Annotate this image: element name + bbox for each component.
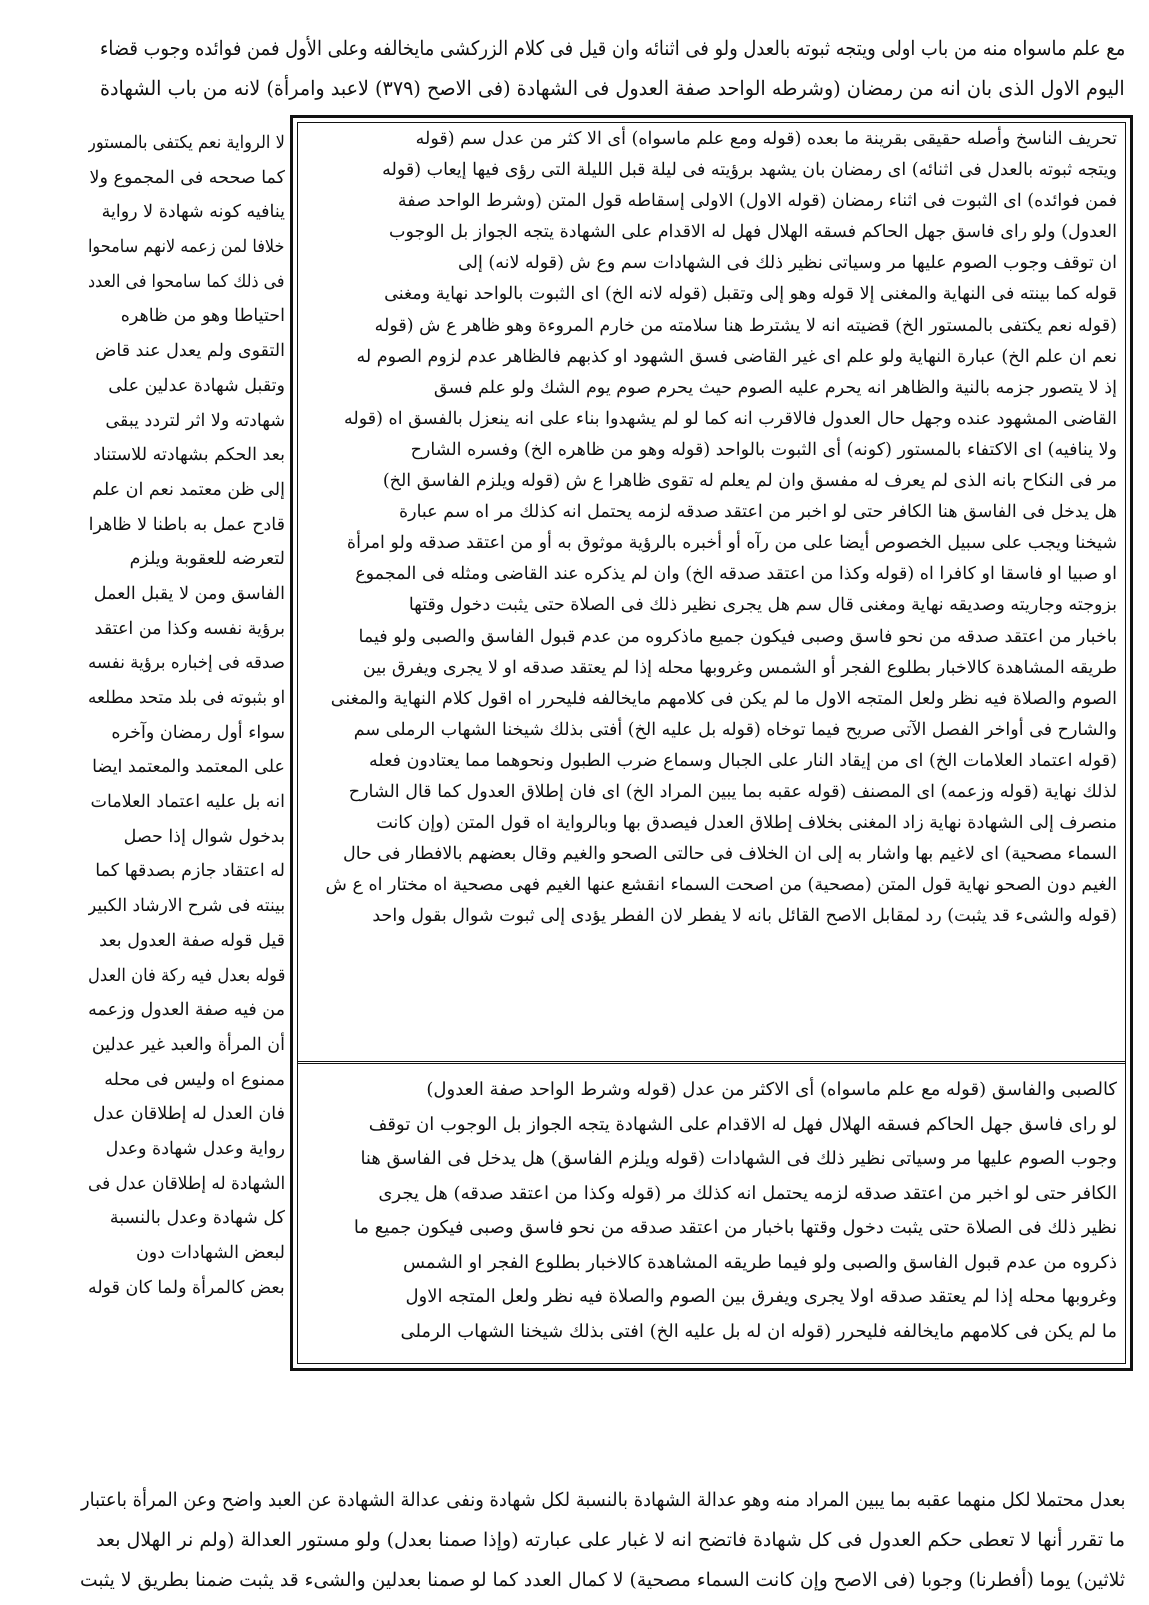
side-line: فان العدل له إطلاقان عدل [92,1104,285,1125]
side-line: قادح عمل به باطنا لا ظاهرا [88,514,285,535]
upper-line: طريقه المشاهدة كالاخبار بطلوع الفجر أو الشمس وغروبها محله إذا لم يعتقد صدقه او لا يجرى ويفرق بين [362,657,1117,678]
header-line: اليوم الاول الذى بان انه من رمضان (وشرطه الواحد صفة العدول فى الشهادة (فى الاصح (٣٧٩) لاعبد وامرأة) لانه من باب الشهادة [100,76,1125,100]
upper-line: منصرف إلى الشهادة نهاية زاد المغنى بخلاف إطلاق العدل فيصدق بها وبالرواية اه قول المتن (وإن كانت [376,813,1117,834]
header-text [100,28,1125,108]
upper-line: هل يدخل فى الفاسق هنا الكافر حتى لو اخبر من اعتقد صدقه لزمه يحتمل انه كذلك مر اه سم عبارة [398,502,1117,523]
upper-line: والشارح فى أواخر الفصل الآتى صريح فيما توخاه (قوله بل عليه الخ) أفتى بذلك شيخنا الشهاب الرملى سم [353,719,1117,740]
side-line: على المعتمد والمعتمد ايضا [92,757,285,778]
side-line: سواء أول رمضان وآخره [111,722,285,743]
upper-line: قوله كما بينته فى النهاية والمغنى إلا قوله وهو إلى وتقبل (قوله لانه الخ) اى الثبوت بالواحد نهاية ومغنى [384,284,1117,305]
side-line: صدقه فى إخباره برؤية نفسه [88,653,285,674]
header-line: مع علم ماسواه منه من باب اولى ويتجه ثبوته بالعدل ولو فى اثنائه وان قيل فى كلام الزركشى مايخالفه وعلى الأول فمن فوائده وجوب قضاء [100,36,1125,60]
side-line: لتعرضه للعقوبة ويلزم [129,549,285,570]
lower-line: نظير ذلك فى الصلاة حتى يثبت دخول وقتها باخبار من اعتقد صدقه من نحو فاسق وصبى فيكون جميع ما [353,1217,1117,1238]
side-line: لا الرواية نعم يكتفى بالمستور [88,133,285,153]
side-main-text [88,126,285,1305]
upper-line: مر فى النكاح بانه الذى لم يعرف له مفسق وان لم يعلم له تقوى ظاهرا ع ش (قوله ويلزم الفاسق الخ) [382,471,1117,492]
side-line: التقوى ولم يعدل عند قاض [95,341,285,362]
upper-line: تحريف الناسخ وأصله حقيقى بقرينة ما بعده (قوله ومع علم ماسواه) أى الا كثر من عدل سم (قوله [415,129,1117,149]
upper-line: ولا ينافيه) اى الاكتفاء بالمستور (كونه) أى الثبوت بالواحد (قوله وهو من ظاهره الخ) وفسره الشارح [410,439,1117,460]
side-line: فى ذلك كما سامحوا فى العدد [88,271,285,292]
lower-line: وجوب الصوم عليها مر وسياتى نظير ذلك فى الشهادات (قوله ويلزم الفاسق) هل يدخل فى الفاسق هنا [360,1148,1117,1169]
side-line: أن المرأة والعبد غير عدلين [91,1034,285,1055]
side-line: كما صححه فى المجموع ولا [89,167,285,188]
side-line: من فيه صفة العدول وزعمه [88,1000,285,1021]
side-line: ينافيه كونه شهادة لا رواية [101,202,285,223]
upper-line: بزوجته وجاريته وصديقه نهاية ومغنى قال سم هل يجرى نظير ذلك فى الصلاة حتى يثبت دخول وقتها [408,595,1117,616]
lower-line: لو راى فاسق جهل الحاكم فسقه الهلال فهل له الاقدام على الشهادة يتجه الجواز بل الوجوب ان توقف [368,1113,1117,1135]
side-line: بعد الحكم بشهادته للاستناد [92,445,285,466]
upper-line: السماء مصحية) اى لاغيم بها واشار به إلى ان الخلاف فى حالتى الصحو والغيم وقال بعضهم بالافطار فى حال [342,844,1117,865]
side-line: بعض كالمرأة ولما كان قوله [88,1277,285,1298]
upper-line: (قوله اعتماد العلامات الخ) اى من إيقاد النار على الجبال وسماع ضرب الطبول ونحوهما مما يعتادون فعله [369,750,1117,771]
side-line: انه بل عليه اعتماد العلامات [90,792,285,813]
side-line: إلى ظن معتمد نعم ان علم [92,479,285,500]
side-line: شهادته ولا اثر لتردد يبقى [105,410,285,431]
side-line: ممنوع اه وليس فى محله [104,1069,285,1090]
side-line: قوله بعدل فيه ركة فان العدل [88,965,285,986]
side-line: قيل قوله صفة العدول بعد [99,930,285,951]
upper-line: الغيم دون الصحو نهاية قول المتن (مصحية) من اصحت السماء انقشع عنها الغيم فهى مصحية اه مختار اه ع ش [325,875,1117,896]
side-line: الشهادة له إطلاقان عدل فى [88,1173,285,1194]
side-line: كل شهادة وعدل بالنسبة [109,1208,285,1229]
side-line: بينته فى شرح الارشاد الكبير [88,896,285,917]
upper-commentary-box [307,124,1117,932]
lower-commentary-box [307,1073,1117,1349]
footer-line: ما تقرر أنها لا تعطى حكم العدول فى كل شهادة فاتضح انه لا غبار على عبارته (وإذا صمنا بعدل) ولو مستور العدالة (ولم نر الهلال بعد [96,1529,1125,1551]
footer-line: بعدل محتملا لكل منهما عقبه بما يبين المراد منه وهو عدالة الشهادة بالنسبة لكل شهادة ونفى عدالة الشهادة عن العبد واضح وعن المرأة باعتبار [80,1489,1125,1511]
side-line: له اعتقاد جازم بصدقها كما [95,861,285,882]
footer-line: ثلاثين) يوما (أفطرنا) وجوبا (فى الاصح وإن كانت السماء مصحية) لا كمال العدد كما لو صمنا بعدلين والشىء قد يثبت ضمنا بطريق لا يثبت [80,1569,1125,1591]
upper-line: ويتجه ثبوته بالعدل فى اثنائه) اى رمضان بان يشهد برؤيته فى ليلة قبل الليلة التى رؤى فيها إيعاب (قوله [382,160,1117,181]
upper-line: (قوله والشىء قد يثبت) رد لمقابل الاصح القائل بانه لا يفطر لان الفطر يؤدى إلى ثبوت شوال بقول واحد [372,906,1117,927]
upper-line: إذ لا يتصور جزمه بالنية والظاهر انه يحرم عليه الصوم حيث يحرم صوم يوم الشك ولو علم فسق [433,377,1117,398]
side-line: بدخول شوال إذا حصل [123,826,285,847]
box-divider [297,1061,1126,1064]
upper-line: ان توقف وجوب الصوم عليها مر وسياتى نظير ذلك فى الشهادات سم وع ش (قوله لانه) إلى [458,253,1117,274]
upper-line: نعم ان علم الخ) عبارة النهاية ولو علم اى غير القاضى فسق الشهود او كذبهم فالظاهر عدم لزوم الصوم له [356,346,1117,367]
side-line: خلافا لمن زعمه لانهم سامحوا [88,237,285,258]
lower-line: الكافر حتى لو اخبر من اعتقد صدقه لزمه يحتمل انه كذلك مر (قوله وكذا من اعتقد صدقه) هل يجرى [378,1182,1117,1204]
side-line: لبعض الشهادات دون [135,1243,285,1263]
side-line: الفاسق ومن لا يقبل العمل [93,583,285,604]
lower-line: ما لم يكن فى كلامهم مايخالفه فليحرر (قوله ان له بل عليه الخ) افتى بذلك شيخنا الشهاب الرملى [400,1320,1117,1342]
lower-line: ذكروه من عدم قبول الفاسق والصبى ولو فيما طريقه المشاهدة كالاخبار بطلوع الفجر او الشمس [402,1251,1117,1273]
side-line: احتياطا وهو من ظاهره [120,306,285,327]
upper-line: او صبيا او فاسقا او كافرا اه (قوله وكذا من اعتقد صدقه الخ) وان لم يذكره عند القاضى ومثله فى المجموع [355,564,1117,585]
upper-line: الصوم والصلاة فيه نظر ولعل المتجه الاول ما لم يكن فى كلامهم مايخالفه فليحرر اه اقول كلام النهاية والمغنى [330,688,1117,709]
upper-line: لذلك نهاية (قوله وزعمه) اى المصنف (قوله عقبه بما يبين المراد الخ) اى فان إطلاق العدول كما قال الشارح [348,781,1117,802]
upper-line: فمن فوائده) اى الثبوت فى اثناء رمضان (قوله الاول) الاولى إسقاطه قول المتن (وشرط الواحد صفة [397,191,1117,212]
upper-line: باخبار من اعتقد صدقه من نحو فاسق وصبى فيكون جميع ماذكروه من عدم قبول الفاسق والصبى ولو فيما [358,626,1117,647]
lower-line: كالصبى والفاسق (قوله مع علم ماسواه) أى الاكثر من عدل (قوله وشرط الواحد صفة العدول) [426,1079,1117,1100]
side-line: رواية وعدل شهادة وعدل [105,1138,285,1159]
lower-line: وغروبها محله إذا لم يعتقد صدقه اولا يجرى ويفرق بين الصوم والصلاة فيه نظر ولعل المتجه الاول [405,1286,1117,1307]
side-line: او بثبوته فى بلد متحد مطلعه [88,688,285,708]
side-line: وتقبل شهادة عدلين على [108,375,285,396]
upper-line: القاضى المشهود عنده وجهل حال العدول فالاقرب انه كما لو لم يشهدوا بناء على انه ينعزل بالفسق اه (قوله [344,408,1117,429]
upper-line: العدول) ولو راى فاسق جهل الحاكم فسقه الهلال فهل له الاقدام على الشهادة يتجه الجواز بل الوجوب [388,222,1117,243]
footer-text [80,1480,1125,1600]
upper-line: (قوله نعم يكتفى بالمستور الخ) قضيته انه لا يشترط هنا سلامته من خارم المروءة وهو ظاهر ع ش (قوله [374,315,1117,336]
upper-line: شيخنا ويجب على سبيل الخصوص أيضا على من رآه أو أخبره بالرؤية موثوق به أو من اعتقد صدقه ولو امرأة [346,533,1117,554]
side-line: برؤية نفسه وكذا من اعتقد [94,618,285,639]
